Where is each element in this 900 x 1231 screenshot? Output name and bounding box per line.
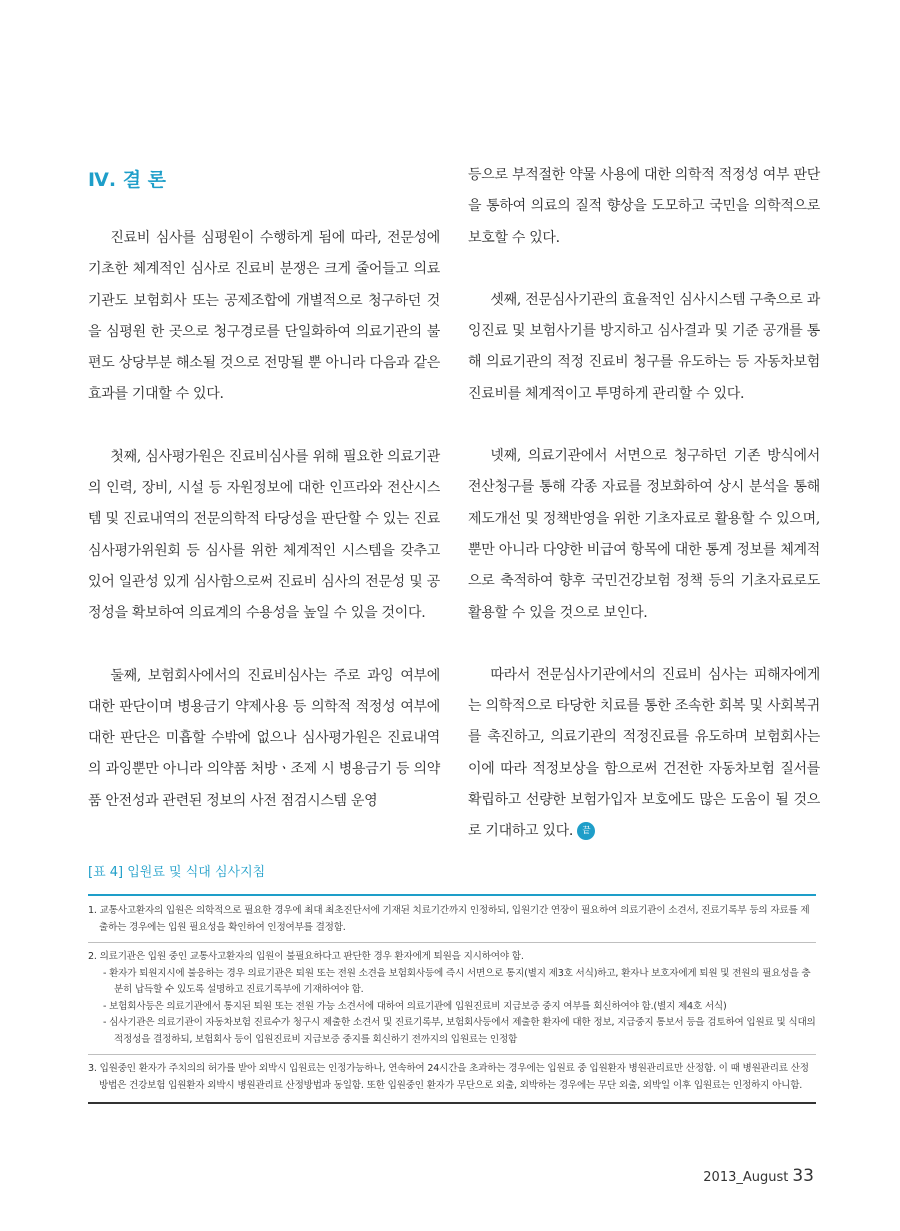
guideline-table — [88, 862, 816, 1104]
paragraph-text: 따라서 전문심사기관에서의 진료비 심사는 피해자에게는 의학적으로 타당한 치료를 통한 조속한 회복 및 사회복귀를 촉진하고, 의료기관의 적정진료를 유도하며 보험회사는 이에 따라 적정보상을 함으로써 건전한 자동차보험 질서를 확립하고 선량한 보험가입자 보호에도 많은 도움이 될 것으로 기대하고 있다. — [468, 666, 820, 840]
paragraph: 첫째, 심사평가원은 진료비심사를 위해 필요한 의료기관의 인력, 장비, 시설 등 자원정보에 대한 인프라와 전산시스템 및 진료내역의 전문의학적 타당성을 판단할 수 있는 진료심사평가위원회 등 심사를 위한 체계적인 시스템을 갖추고 있어 일관성 있게 심사함으로써 진료비 심사의 전문성 및 공정성을 확보하여 의료계의 수용성을 높일 수 있을 것이다. — [88, 448, 440, 622]
section-heading: Ⅳ. 결 론 — [88, 169, 167, 191]
table-sub-item: - 심사기관은 의료기관이 자동차보험 진료수가 청구시 제출한 소견서 및 진료기록부, 보험회사등에서 제출한 환자에 대한 정보, 지급중지 통보서 등을 검토하여 입원료 및 식대의 적정성을 결정하되, 보험회사 등이 입원진료비 지급보증 중지를 회신하기 전까지의 입원료는 인정함 — [103, 1017, 816, 1045]
table-item-text: 1. 교통사고환자의 입원은 의학적으로 필요한 경우에 최대 최초진단서에 기재된 치료기간까지 인정하되, 입원기간 연장이 필요하여 의료기관이 소견서, 진료기록부 등의 자료를 제출하는 경우에는 입원 필요성을 확인하여 인정여부를 결정함. — [88, 905, 810, 933]
paragraph: 넷째, 의료기관에서 서면으로 청구하던 기존 방식에서 전산청구를 통해 각종 자료를 정보화하여 상시 분석을 통해 제도개선 및 정책반영을 위한 기초자료로 활용할 수 있으며, 뿐만 아니라 다양한 비급여 항목에 대한 통계 정보를 체계적으로 축적하여 향후 국민건강보험 정책 등의 기초자료로도 활용할 수 있을 것으로 보인다. — [468, 448, 820, 621]
right-column — [468, 160, 820, 879]
page-footer — [703, 1166, 814, 1186]
table-sub-item: - 보험회사등은 의료기관에서 통지된 퇴원 또는 전원 가능 소견서에 대하여 의료기관에 입원진료비 지급보증 중지 여부를 회신하여야 함.(별지 제4호 서식) — [103, 1000, 727, 1012]
table-item — [88, 1061, 816, 1094]
table-item-text: 2. 의료기관은 입원 중인 교통사고환자의 입원이 불필요하다고 판단한 경우 환자에게 퇴원을 지시하여야 함. — [88, 951, 524, 962]
table-item — [88, 903, 816, 943]
issue-label: 2013_August — [703, 1170, 789, 1185]
page-number: 33 — [792, 1166, 814, 1186]
end-mark-icon: 끝 — [577, 822, 595, 840]
left-column — [88, 160, 440, 848]
table-sub-item: - 환자가 퇴원지시에 불응하는 경우 의료기관은 퇴원 또는 전원 소견을 보험회사등에 즉시 서면으로 통지(별지 제3호 서식)하고, 환자나 보호자에게 퇴원 및 전원의 필요성을 충분히 납득할 수 있도록 설명하고 진료기록부에 기재하여야 함. — [103, 967, 811, 995]
table-bottom-rule — [88, 1102, 816, 1104]
paragraph — [468, 660, 820, 848]
table-item — [88, 949, 816, 1055]
table-item-text: 3. 입원중인 환자가 주치의의 허가를 받아 외박시 입원료는 인정가능하나, 연속하여 24시간을 초과하는 경우에는 입원료 중 입원환자 병원관리료만 산정함. 이 때 병원관리료 산정방법은 건강보험 입원환자 외박시 병원관리료 산정방법과 동일함. 또한 입원중인 환자가 무단으로 외출, 외박하는 경우에는 무단 외출, 외박일 이후 입원료는 인정하지 아니함. — [88, 1063, 809, 1091]
paragraph: 진료비 심사를 심평원이 수행하게 됨에 따라, 전문성에 기초한 체계적인 심사로 진료비 분쟁은 크게 줄어들고 의료기관도 보험회사 또는 공제조합에 개별적으로 청구하던 것을 심평원 한 곳으로 청구경로를 단일화하여 의료기관의 불편도 상당부분 해소될 것으로 전망될 뿐 아니라 다음과 같은 효과를 기대할 수 있다. — [88, 230, 440, 403]
paragraph: 셋째, 전문심사기관의 효율적인 심사시스템 구축으로 과잉진료 및 보험사기를 방지하고 심사결과 및 기준 공개를 통해 의료기관의 적정 진료비 청구를 유도하는 등 자동차보험 진료비를 체계적이고 투명하게 관리할 수 있다. — [468, 291, 820, 402]
table-title: [표 4] 입원료 및 식대 심사지침 — [88, 865, 266, 880]
table-top-rule — [88, 894, 816, 896]
paragraph: 등으로 부적절한 약물 사용에 대한 의학적 적정성 여부 판단을 통하여 의료의 질적 향상을 도모하고 국민을 의학적으로 보호할 수 있다. — [468, 167, 820, 246]
paragraph: 둘째, 보험회사에서의 진료비심사는 주로 과잉 여부에 대한 판단이며 병용금기 약제사용 등 의학적 적정성 여부에 대한 판단은 미흡할 수밖에 없으나 심사평가원은 진료내역의 과잉뿐만 아니라 의약품 처방ㆍ조제 시 병용금기 등 의약품 안전성과 관련된 정보의 사전 점검시스템 운영 — [88, 667, 440, 809]
